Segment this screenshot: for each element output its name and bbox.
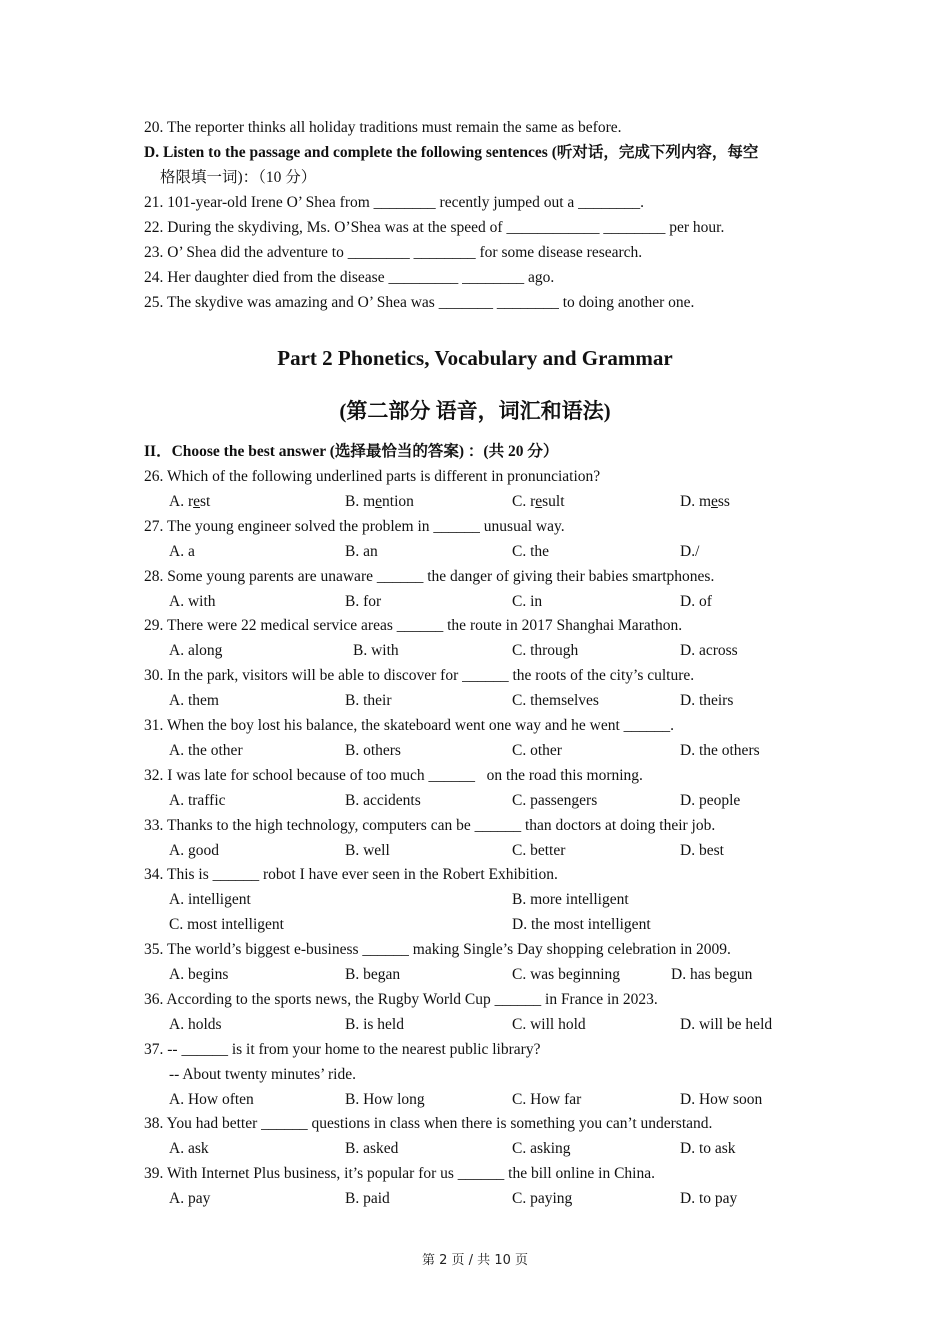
question-26-stem: 26. Which of the following underlined parts is different in pronunciation? bbox=[144, 468, 601, 485]
question-37-option-c: C. How far bbox=[512, 1090, 582, 1108]
question-38-option-a: A. ask bbox=[169, 1140, 209, 1158]
question-27-option-d: D./ bbox=[680, 542, 700, 560]
underlined-letter: e bbox=[535, 492, 543, 510]
question-37-option-d: D. How soon bbox=[680, 1090, 763, 1108]
question-33-option-c: C. better bbox=[512, 841, 566, 859]
question-30-option-a: A. them bbox=[169, 692, 219, 710]
question-32-option-c: C. passengers bbox=[512, 791, 598, 809]
question-37-stem: 37. -- ______ is it from your home to the nearest public library? bbox=[144, 1040, 541, 1058]
question-26-option-b: B. mention bbox=[345, 492, 414, 510]
fill-item-24: 24. Her daughter died from the disease _________ ________ ago. bbox=[144, 269, 555, 286]
question-34-stem: 34. This is ______ robot I have ever seen in the Robert Exhibition. bbox=[144, 866, 558, 884]
question-20: 20. The reporter thinks all holiday traditions must remain the same as before. bbox=[144, 119, 622, 136]
question-36-option-d: D. will be held bbox=[680, 1015, 773, 1033]
question-36-option-a: A. holds bbox=[169, 1015, 222, 1033]
question-38-option-b: B. asked bbox=[345, 1140, 399, 1158]
question-31-option-b: B. others bbox=[345, 741, 401, 759]
page-number: 第 2 页 / 共 10 页 bbox=[422, 1253, 528, 1268]
question-31-option-c: C. other bbox=[512, 741, 562, 759]
question-32-stem: 32. I was late for school because of too much ______ on the road this morning. bbox=[144, 766, 643, 784]
question-39-option-d: D. to pay bbox=[680, 1190, 738, 1208]
fill-item-25: 25. The skydive was amazing and O’ Shea was _______ ________ to doing another one. bbox=[144, 294, 695, 311]
question-26-option-d: D. mess bbox=[680, 492, 730, 510]
question-30-stem: 30. In the park, visitors will be able to discover for ______ the roots of the city’s culture. bbox=[144, 667, 695, 685]
question-35-option-d: D. has begun bbox=[671, 966, 753, 983]
question-36-option-b: B. is held bbox=[345, 1015, 404, 1033]
question-37-option-b: B. How long bbox=[345, 1090, 425, 1108]
question-32-option-d: D. people bbox=[680, 791, 741, 809]
question-39-option-c: C. paying bbox=[512, 1190, 573, 1208]
question-39-option-a: A. pay bbox=[169, 1190, 211, 1208]
part2-subtitle: (第二部分 语音，词汇和语法) bbox=[339, 399, 611, 423]
question-35-option-b: B. began bbox=[345, 966, 401, 983]
question-34-option-a: A. intelligent bbox=[169, 891, 251, 909]
question-32-option-b: B. accidents bbox=[345, 791, 421, 809]
question-26-option-a: A. rest bbox=[169, 492, 211, 510]
question-33-option-b: B. well bbox=[345, 841, 390, 859]
question-38-option-d: D. to ask bbox=[680, 1140, 736, 1158]
underlined-letter: e bbox=[711, 492, 718, 510]
question-36-stem: 36. According to the sports news, the Rugby World Cup ______ in France in 2023. bbox=[144, 990, 658, 1008]
question-27-option-c: C. the bbox=[512, 542, 550, 560]
question-32-option-a: A. traffic bbox=[169, 791, 226, 809]
question-34-option-c: C. most intelligent bbox=[169, 916, 284, 934]
question-28-option-d: D. of bbox=[680, 592, 712, 610]
question-29-option-d: D. across bbox=[680, 642, 738, 660]
question-36-option-c: C. will hold bbox=[512, 1015, 586, 1033]
question-31-stem: 31. When the boy lost his balance, the skateboard went one way and he went ______. bbox=[144, 717, 675, 734]
question-29-option-b: B. with bbox=[353, 642, 399, 660]
question-29-option-c: C. through bbox=[512, 642, 579, 660]
section-ii-heading: II．Choose the best answer (选择最恰当的答案) ：(共 20 分） bbox=[144, 443, 559, 460]
question-35-option-a: A. begins bbox=[169, 966, 229, 983]
question-27-stem: 27. The young engineer solved the problem in ______ unusual way. bbox=[144, 517, 565, 535]
section-d-heading-cont: 格限填一词)：（10 分） bbox=[160, 169, 317, 186]
question-31-option-d: D. the others bbox=[680, 741, 760, 759]
question-39-option-b: B. paid bbox=[345, 1190, 390, 1208]
question-30-option-b: B. their bbox=[345, 692, 392, 710]
question-30-option-c: C. themselves bbox=[512, 692, 599, 710]
question-33-option-a: A. good bbox=[169, 841, 219, 859]
question-31-option-a: A. the other bbox=[169, 741, 243, 759]
section-d-heading: D. Listen to the passage and complete the following sentences (听对话，完成下列内容，每空 bbox=[144, 144, 759, 161]
part2-title: Part 2 Phonetics, Vocabulary and Grammar bbox=[277, 346, 673, 370]
question-35-stem: 35. The world’s biggest e-business ______ making Single’s Day shopping celebration in 2009. bbox=[144, 941, 731, 959]
question-38-option-c: C. asking bbox=[512, 1140, 571, 1158]
question-33-stem: 33. Thanks to the high technology, computers can be ______ than doctors at doing their job. bbox=[144, 816, 716, 834]
question-37-reply: -- About twenty minutes’ ride. bbox=[169, 1065, 356, 1083]
question-39-stem: 39. With Internet Plus business, it’s popular for us ______ the bill online in China. bbox=[144, 1165, 655, 1183]
question-28-option-b: B. for bbox=[345, 592, 382, 610]
question-28-option-c: C. in bbox=[512, 592, 543, 610]
question-34-option-b: B. more intelligent bbox=[512, 891, 629, 909]
question-27-option-a: A. a bbox=[169, 542, 195, 560]
question-30-option-d: D. theirs bbox=[680, 692, 734, 710]
fill-item-21: 21. 101-year-old Irene O’ Shea from ________ recently jumped out a ________. bbox=[144, 194, 645, 211]
underlined-letter: e bbox=[375, 492, 383, 510]
question-28-option-a: A. with bbox=[169, 592, 216, 610]
question-33-option-d: D. best bbox=[680, 841, 724, 859]
question-34-option-d: D. the most intelligent bbox=[512, 916, 651, 934]
fill-item-23: 23. O’ Shea did the adventure to ________ ________ for some disease research. bbox=[144, 244, 643, 261]
question-35-option-c: C. was beginning bbox=[512, 966, 621, 983]
question-29-option-a: A. along bbox=[169, 642, 223, 660]
question-29-stem: 29. There were 22 medical service areas ______ the route in 2017 Shanghai Marathon. bbox=[144, 617, 683, 635]
question-26-option-c: C. result bbox=[512, 492, 565, 510]
question-27-option-b: B. an bbox=[345, 542, 378, 560]
question-28-stem: 28. Some young parents are unaware ______ the danger of giving their babies smartphones. bbox=[144, 567, 715, 585]
question-37-option-a: A. How often bbox=[169, 1090, 254, 1108]
question-38-stem: 38. You had better ______ questions in class when there is something you can’t understand. bbox=[144, 1115, 713, 1133]
fill-item-22: 22. During the skydiving, Ms. O’Shea was at the speed of ____________ ________ per hour. bbox=[144, 219, 725, 236]
underlined-letter: e bbox=[193, 492, 200, 510]
